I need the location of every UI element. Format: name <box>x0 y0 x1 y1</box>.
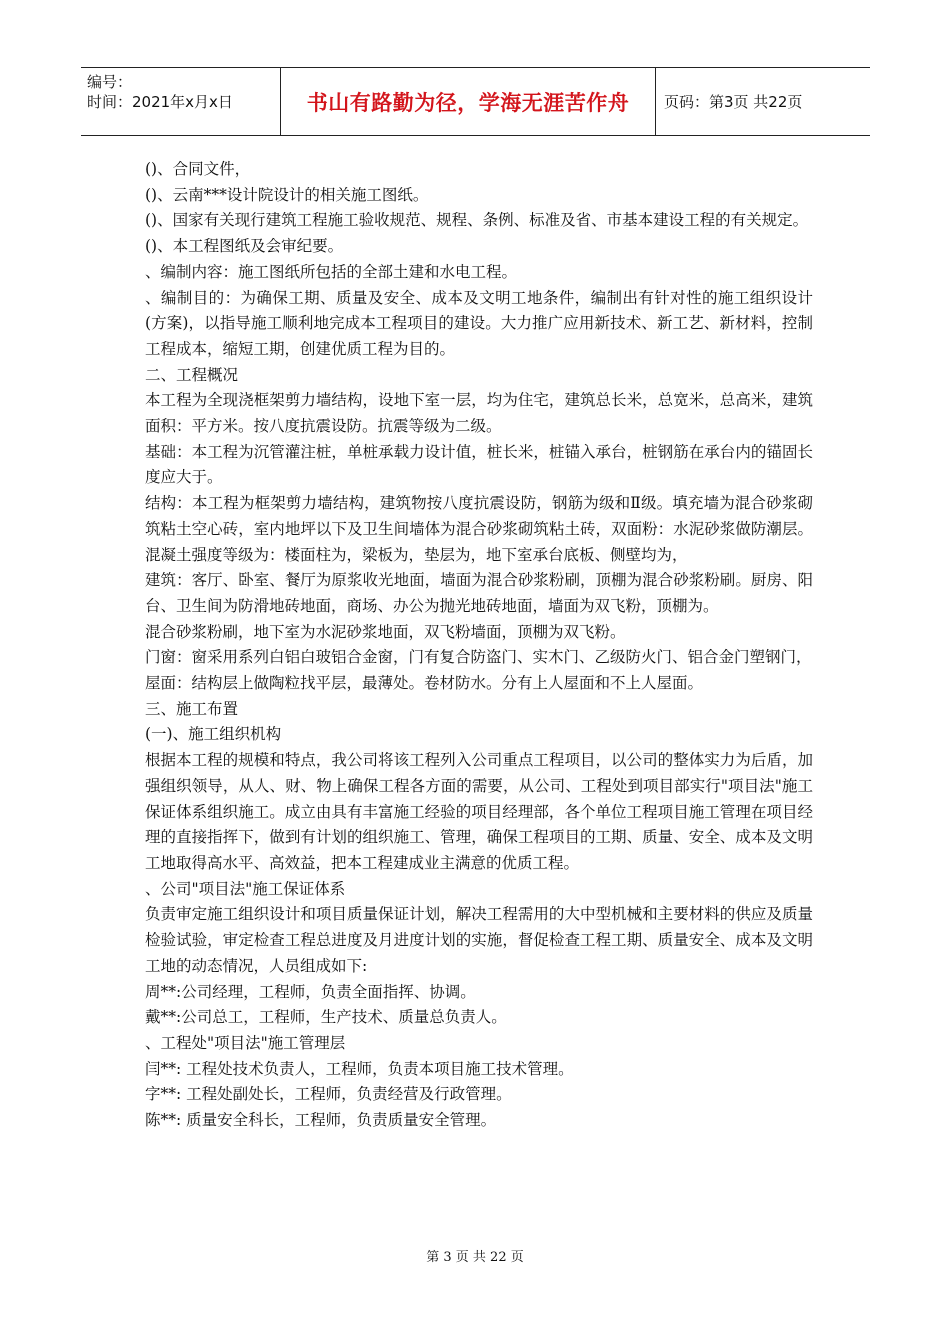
paragraph: 本工程为全现浇框架剪力墙结构，设地下室一层，均为住宅，建筑总长米，总宽米，总高米，建筑面积：平方米。按八度抗震设防。抗震等级为二级。 <box>145 391 813 436</box>
subsection-heading: 、公司"项目法"施工保证体系 <box>145 879 346 898</box>
personnel-entry: 周**:公司经理，工程师，负责全面指挥、协调。 <box>145 982 476 1001</box>
paragraph: ()、国家有关现行建筑工程施工验收规范、规程、条例、标准及省、市基本建设工程的有关规定。 <box>145 211 809 230</box>
page-info: 页码：第3页 共22页 <box>664 93 803 111</box>
paragraph: 混合砂浆粉刷，地下室为水泥砂浆地面，双飞粉墙面，顶棚为双飞粉。 <box>145 622 626 641</box>
page-header <box>81 67 870 136</box>
paragraph: ()、云南***设计院设计的相关施工图纸。 <box>145 185 429 204</box>
paragraph: 建筑：客厅、卧室、餐厅为原浆收光地面，墙面为混合砂浆粉刷，顶棚为混合砂浆粉刷。厨房、阳台、卫生间为防滑地砖地面，商场、办公为抛光地砖地面，墙面为双飞粉，顶棚为。 <box>145 571 813 615</box>
paragraph: 结构：本工程为框架剪力墙结构，建筑物按八度抗震设防，钢筋为级和Ⅱ级。填充墙为混合砂浆砌筑粘土空心砖，室内地坪以下及卫生间墙体为混合砂浆砌筑粘土砖，双面粉：水泥砂浆做防潮层。混凝土强度等级为：楼面柱为，梁板为，垫层为，地下室承台底板、侧壁均为， <box>145 494 813 564</box>
personnel-entry: 戴**:公司总工，工程师，生产技术、质量总负责人。 <box>145 1008 507 1027</box>
page-footer: 第 3 页 共 22 页 <box>426 1250 524 1265</box>
paragraph: 门窗：窗采用系列白铝白玻铝合金窗，门有复合防盗门、实木门、乙级防火门、铝合金门塑钢门， <box>145 648 812 667</box>
time-label: 时间：2021年x月x日 <box>87 93 233 111</box>
paragraph: ()、合同文件， <box>145 160 251 178</box>
motto-banner: 书山有路勤为径，学海无涯苦作舟 <box>281 68 656 135</box>
subsection-heading: (一)、施工组织机构 <box>145 725 282 744</box>
paragraph: 、编制内容：施工图纸所包括的全部土建和水电工程。 <box>145 262 518 281</box>
paragraph: 基础：本工程为沉管灌注桩，单桩承载力设计值，桩长米，桩锚入承台，桩钢筋在承台内的锚固长度应大于。 <box>145 442 813 487</box>
paragraph: 根据本工程的规模和特点，我公司将该工程列入公司重点工程项目，以公司的整体实力为后盾，加强组织领导，从人、财、物上确保工程各方面的需要，从公司、工程处到项目部实行"项目法"施工保证体系组织施工。成立由具有丰富施工经验的项目经理部，各个单位工程项目施工管理在项目经理的直接指挥下，做到有计划的组织施工、管理，确保工程项目的工期、质量、安全、成本及文明工地取得高水平、高效益，把本工程建成业主满意的优质工程。 <box>145 751 813 872</box>
paragraph: ()、本工程图纸及会审纪要。 <box>145 237 344 256</box>
paragraph: 、编制目的：为确保工期、质量及安全、成本及文明工地条件，编制出有针对性的施工组织设计(方案)，以指导施工顺利地完成本工程项目的建设。大力推广应用新技术、新工艺、新材料，控制工程成本，缩短工期，创建优质工程为目的。 <box>145 288 813 358</box>
personnel-entry: 字**: 工程处副处长，工程师，负责经营及行政管理。 <box>145 1085 512 1104</box>
subsection-heading: 、工程处"项目法"施工管理层 <box>145 1033 346 1052</box>
paragraph: 负责审定施工组织设计和项目质量保证计划，解决工程需用的大中型机械和主要材料的供应及质量检验试验，审定检查工程总进度及月进度计划的实施，督促检查工程工期、质量安全、成本及文明工地的动态情况，人员组成如下: <box>145 905 813 975</box>
paragraph: 屋面：结构层上做陶粒找平层，最薄处。卷材防水。分有上人屋面和不上人屋面。 <box>145 674 704 693</box>
personnel-entry: 闫**: 工程处技术负责人，工程师，负责本项目施工技术管理。 <box>145 1059 574 1078</box>
document-body <box>145 157 813 1134</box>
section-heading: 二、工程概况 <box>145 365 239 384</box>
section-heading: 三、施工布置 <box>145 699 239 718</box>
number-label: 编号： <box>87 73 133 91</box>
header-left-cell <box>81 68 281 135</box>
personnel-entry: 陈**: 质量安全科长，工程师，负责质量安全管理。 <box>145 1111 497 1130</box>
